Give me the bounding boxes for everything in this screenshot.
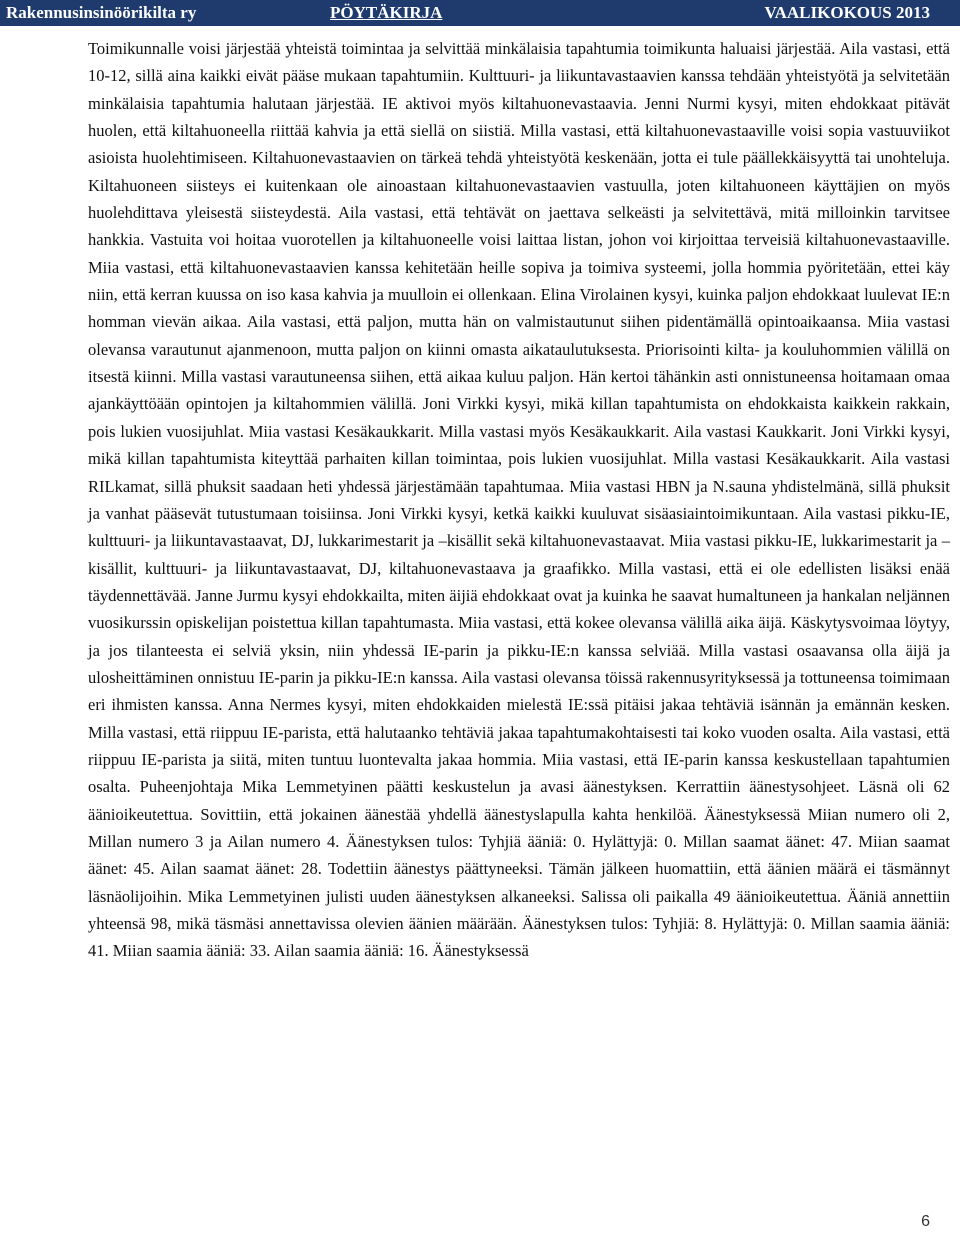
document-header [0, 0, 960, 26]
document-type: PÖYTÄKIRJA [330, 3, 443, 22]
meeting-name: VAALIKOKOUS 2013 [764, 3, 930, 22]
page-number: 6 [921, 1213, 930, 1230]
minutes-body-text: Toimikunnalle voisi järjestää yhteistä toimintaa ja selvittää minkälaisia tapahtumia toimikunta haluaisi järjestää. Aila vastasi, että 10-12, sillä aina kaikki eivät pääse mukaan tapahtumiin. Kulttuuri- ja liikuntavastaavien kanssa tehdään yhteistyötä ja selvitetään minkälaisia tapahtumia halutaan järjestää. IE aktivoi myös kiltahuonevastaavia. Jenni Nurmi kysyi, miten ehdokkaat pitävät huolen, että kiltahuoneella riittää kahvia ja että siellä on siistiä. Milla vastasi, että kiltahuonevastaaville voisi sopia vastuuviikot asioista huolehtimiseen. Kiltahuonevastaavien on tärkeä tehdä yhteistyötä keskenään, jotta ei tule päällekkäisyyttä tai unohteluja. Kiltahuoneen siisteys ei kuitenkaan ole ainoastaan kiltahuonevastaavien vastuulla, joten kiltahuoneen käyttäjien on myös huolehdittava yleisestä siisteydestä. Aila vastasi, että tehtävät on jaettava selkeästi ja selvitettävä, mitä milloinkin tarvitsee hankkia. Vastuita voi hoitaa vuorotellen ja kiltahuoneelle voisi laittaa listan, johon voi kirjoittaa terveisiä kiltahuonevastaaville. Miia vastasi, että kiltahuonevastaavien kanssa kehitetään heille sopiva ja toimiva systeemi, jolla hommia pyöritetään, ettei käy niin, että kerran kuussa on iso kasa kahvia ja muulloin ei ollenkaan. Elina Virolainen kysyi, kuinka paljon ehdokkaat luulevat IE:n homman vievän aikaa. Aila vastasi, että paljon, mutta hän on valmistautunut siihen pidentämällä opintoaikaansa. Miia vastasi olevansa varautunut ajanmenoon, mutta paljon on kiinni omasta aikataulutuksesta. Priorisointi kilta- ja kouluhommien välillä on itsestä kiinni. Milla vastasi varautuneensa siihen, että aikaa kuluu paljon. Hän kertoi tähänkin asti onnistuneensa hoitamaan omaa ajankäyttöään opintojen ja kiltahommien välillä. Joni Virkki kysyi, mikä killan tapahtumista on ehdokkaista kaikkein rakkain, pois lukien vuosijuhlat. Miia vastasi Kesäkaukkarit. Milla vastasi myös Kesäkaukkarit. Aila vastasi Kaukkarit. Joni Virkki kysyi, mikä killan tapahtumista kiteyttää parhaiten killan toimintaa, pois lukien vuosijuhlat. Milla vastasi Kesäkaukkarit. Aila vastasi RILkamat, sillä phuksit saadaan heti yhdessä järjestämään tapahtumaa. Miia vastasi HBN ja N.sauna yhdistelmänä, sillä phuksit ja vanhat pääsevät tutustumaan toisiinsa. Joni Virkki kysyi, ketkä kaikki kuuluvat sisäasiaintoimikuntaan. Aila vastasi pikku-IE, kulttuuri- ja liikuntavastaavat, DJ, lukkarimestarit ja –kisällit sekä kiltahuonevastaavat. Miia vastasi pikku-IE, lukkarimestarit ja –kisällit, kulttuuri- ja liikuntavastaavat, DJ, kiltahuonevastaava ja graafikko. Milla vastasi, että ei ole edellisten lisäksi enää täydennettävää. Janne Jurmu kysyi ehdokkailta, miten äijiä ehdokkaat ovat ja kuinka he saavat humaltuneen ja hankalan neljännen vuosikurssin opiskelijan poistettua killan tapahtumasta. Miia vastasi, että kokee olevansa välillä aika äijä. Käskytysvoimaa löytyy, ja jos tilanteesta ei selviä yksin, niin yhdessä IE-parin ja pikku-IE:n kanssa selviää. Milla vastasi osaavansa olla äijä ja ulosheittäminen onnistuu IE-parin ja pikku-IE:n kanssa. Aila vastasi olevansa töissä rakennusyrityksessä ja tottuneensa toimimaan eri ihmisten kanssa. Anna Nermes kysyi, miten ehdokkaiden mielestä IE:ssä pitäisi jakaa tehtäviä isännän ja emännän kesken. Milla vastasi, että riippuu IE-parista, että halutaanko tehtäviä jakaa tapahtumakohtaisesti tai koko vuoden osalta. Aila vastasi, että riippuu IE-parista ja siitä, miten tuntuu luontevalta jakaa hommia. Miia vastasi, että IE-parin kanssa keskustellaan tapahtumien osalta. Puheenjohtaja Mika Lemmetyinen päätti keskustelun ja avasi äänestyksen. Kerrattiin äänestysohjeet. Läsnä oli 62 äänioikeutettua. Sovittiin, että jokainen äänestää yhdellä äänestyslapulla kahta henkilöä. Äänestyksessä Miian numero oli 2, Millan numero 3 ja Ailan numero 4. Äänestyksen tulos: Tyhjiä ääniä: 0. Hylättyjä: 0. Millan saamat äänet: 47. Miian saamat äänet: 45. Ailan saamat äänet: 28. Todettiin äänestys päättyneeksi. Tämän jälkeen huomattiin, että äänien määrä ei täsmännyt läsnäolijoihin. Mika Lemmetyinen julisti uuden äänestyksen alkaneeksi. Salissa oli paikalla 49 äänioikeutettua. Ääniä annettiin yhteensä 98, mikä täsmäsi annettavissa olevien äänien määrään. Äänestyksen tulos: Tyhjiä: 8. Hylättyjä: 0. Millan saamia ääniä: 41. Miian saamia ääniä: 33. Ailan saamia ääniä: 16. Äänestyksessä [88, 39, 950, 961]
organization-name: Rakennusinsinöörikilta ry [6, 3, 197, 22]
